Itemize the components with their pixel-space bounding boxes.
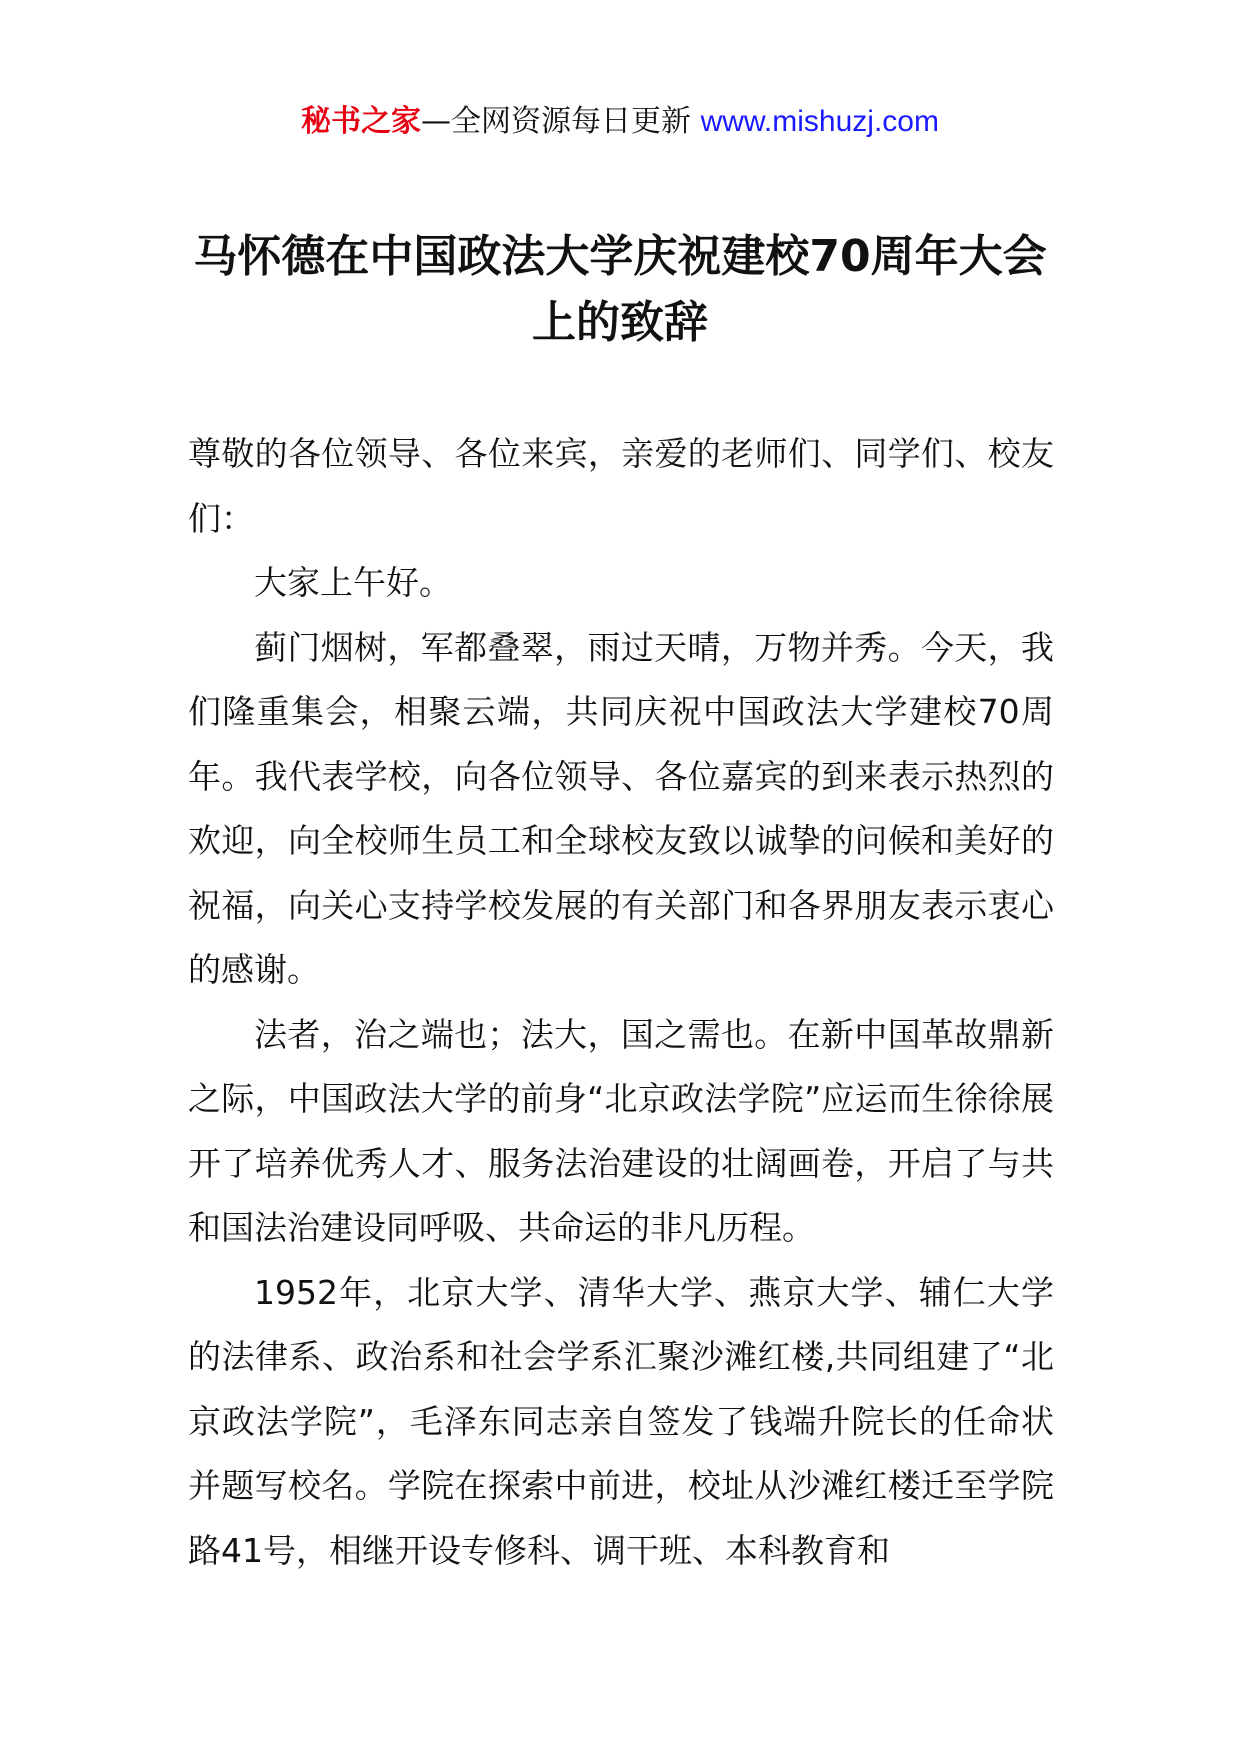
brand-name: 秘书之家 bbox=[301, 104, 422, 139]
paragraph-celebration: 蓟门烟树，军都叠翠，雨过天晴，万物并秀。今天，我们隆重集会，相聚云端，共同庆祝中国政法大学建校70周年。我代表学校，向各位领导、各位嘉宾的到来表示热烈的欢迎，向全校师生员工和全球校友致以诚挚的问候和美好的祝福，向关心支持学校发展的有关部门和各界朋友表示衷心的感谢。 bbox=[188, 627, 1054, 989]
site-url-link[interactable]: www.mishuzj.com bbox=[700, 105, 939, 138]
site-tagline: —全网资源每日更新 bbox=[421, 104, 701, 139]
paragraph-founding: 1952年，北京大学、清华大学、燕京大学、辅仁大学的法律系、政治系和社会学系汇聚沙滩红楼,共同组建了“北京政法学院”，毛泽东同志亲自签发了钱端升院长的任命状并题写校名。学院在探索中前进，校址从沙滩红楼迁至学院路41号，相继开设专修科、调干班、本科教育和 bbox=[188, 1272, 1054, 1570]
paragraph-greeting: 大家上午好。 bbox=[254, 563, 452, 602]
salutation: 尊敬的各位领导、各位来宾，亲爱的老师们、同学们、校友们： bbox=[188, 434, 1054, 538]
document-body bbox=[188, 422, 1054, 1583]
paragraph-history-intro: 法者，治之端也；法大，国之需也。在新中国革故鼎新之际，中国政法大学的前身“北京政法学院”应运而生徐徐展开了培养优秀人才、服务法治建设的壮阔画卷，开启了与共和国法治建设同呼吸、共命运的非凡历程。 bbox=[188, 1014, 1054, 1247]
document-title: 马怀德在中国政法大学庆祝建校70周年大会上的致辞 bbox=[193, 231, 1047, 348]
site-header bbox=[0, 100, 1240, 144]
